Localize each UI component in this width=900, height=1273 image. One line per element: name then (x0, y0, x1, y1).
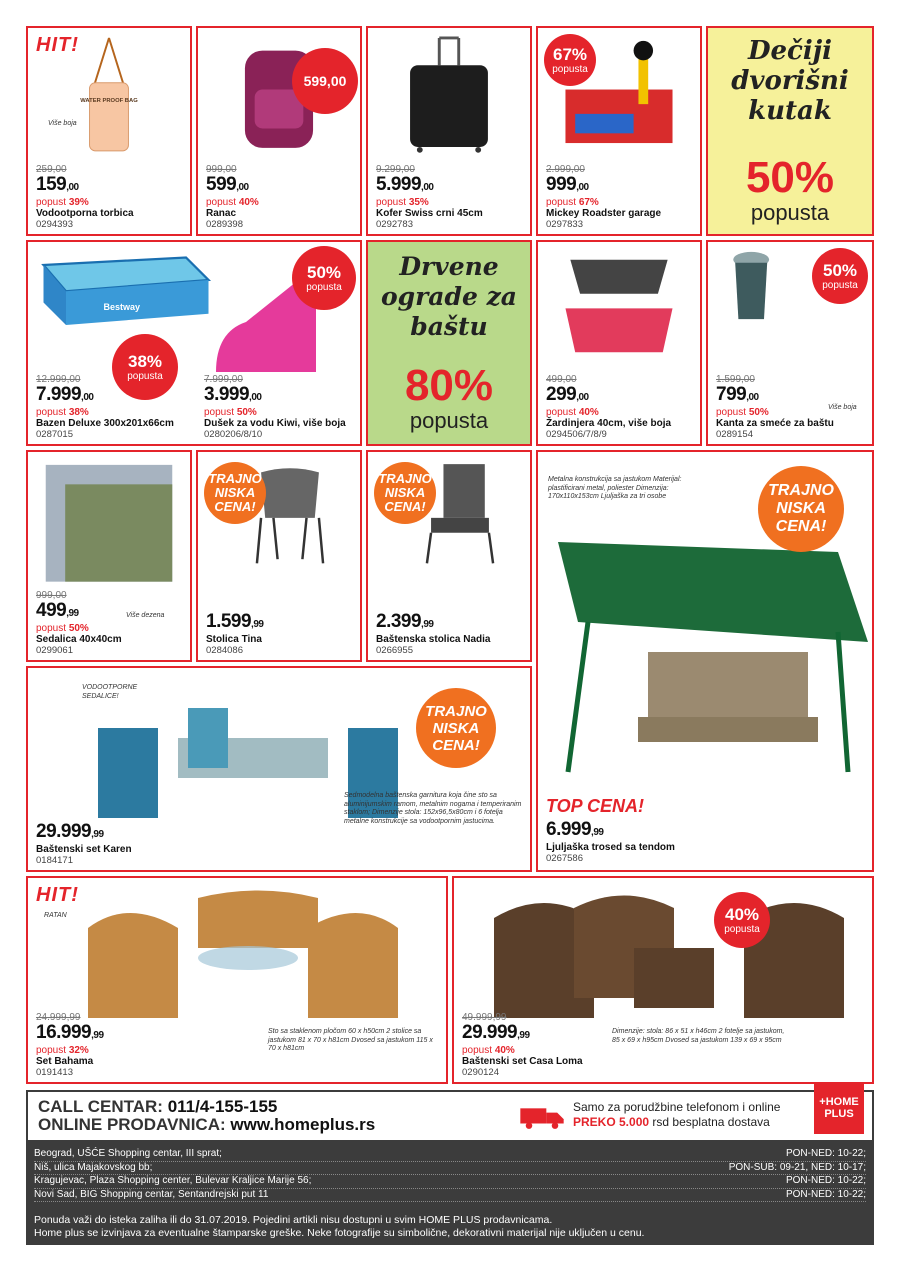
product-name: Bazen Deluxe 300x201x66cm (36, 418, 174, 429)
old-price: 999,00 (36, 590, 67, 601)
promo-label: popusta (409, 408, 489, 433)
product-card-set-bahama[interactable] (26, 876, 448, 1084)
discount-badge: 50% popusta (292, 246, 356, 310)
discount: popust 35% (376, 197, 429, 208)
price: 159,00 (36, 174, 79, 195)
product-card-ranac[interactable] (196, 26, 362, 236)
price-block (462, 1012, 622, 1078)
product-image-swing (548, 522, 868, 782)
old-price: 9.299,00 (376, 164, 415, 175)
low-price-badge: TRAJNO NISKA CENA! (416, 688, 496, 768)
store-row: Beograd, UŠĆE Shopping centar, III sprat; PON-NED: 10-22; (34, 1148, 866, 1162)
product-name: Set Bahama (36, 1056, 94, 1067)
price: 2.399,99 (376, 611, 434, 632)
product-card-set-karen[interactable] (26, 666, 532, 872)
product-image-bin (716, 250, 812, 320)
product-code: 0289154 (716, 429, 753, 440)
product-code: 0292783 (376, 219, 413, 230)
disclaimer: Ponuda važi do isteka zaliha ili do 31.07.2019. Pojedini artikli nisu dostupni u svim HOME PLUS prodavnicama. Home plus se izvinjava za eventualne štamparske greške. Neke fotografije su simbolične, dekorativni materijal nije uključen u cenu. (34, 1214, 645, 1239)
product-image-wicker-set (474, 888, 854, 1028)
old-price: 1.599,00 (716, 374, 755, 385)
product-card-vodootporna-torbica[interactable] (26, 26, 192, 236)
discount: popust 39% (36, 197, 89, 208)
product-description: Dimenzije: stola: 86 x 51 x h46cm 2 fotelje sa jastukom, 85 x 69 x h95cm Dvosed sa jastukom 139 x 69 x 95cm (612, 1028, 785, 1044)
price-block (716, 374, 864, 440)
old-price: 499,00 (546, 374, 577, 385)
product-code: 0266955 (376, 645, 413, 656)
product-card-zardinjera[interactable] (536, 240, 702, 446)
old-price: 49.999,99 (462, 1012, 507, 1023)
price: 29.999,99 (462, 1022, 530, 1043)
product-code: 0294506/7/8/9 (546, 429, 607, 440)
note-vise-boja: Više boja (48, 120, 77, 127)
home-plus-logo: +HOME PLUS (814, 1082, 864, 1134)
product-name: Baštenski set Karen (36, 844, 132, 855)
product-code: 0191413 (36, 1067, 73, 1078)
promo-title: Drvene ograde za baštu (380, 252, 517, 341)
online-shop-link[interactable]: www.homeplus.rs (230, 1115, 376, 1134)
price: 999,00 (546, 174, 589, 195)
promo-drvene-ograde[interactable] (366, 240, 532, 446)
product-description: Sedmodelna baštenska garnitura koja čine sto sa aluminijumskim ramom, metalnim nogama i temperiranim staklom; Dimenzije stola: 152x96,5x80cm i 6 fotelja metalne konstrukcije sa vodootpornim jastucima. (344, 792, 522, 825)
product-code: 0267586 (546, 853, 583, 864)
price-block (36, 374, 196, 440)
price: 799,00 (716, 384, 759, 405)
product-name: Baštenska stolica Nadia (376, 634, 491, 645)
product-code: 0294393 (36, 219, 73, 230)
product-card-bazen[interactable] (26, 240, 362, 446)
pool-brand: Bestway (103, 302, 141, 312)
product-name: Sedalica 40x40cm (36, 634, 122, 645)
bag-print: WATER PROOF BAG (80, 98, 138, 105)
product-name: Kofer Swiss crni 45cm (376, 208, 483, 219)
price-block (36, 164, 182, 230)
product-code: 0287015 (36, 429, 73, 440)
promo-label: popusta (750, 200, 830, 225)
old-price: 24.999,99 (36, 1012, 81, 1023)
price-block (36, 822, 236, 866)
product-image-suitcase (376, 36, 522, 153)
discount: popust 50% (36, 623, 89, 634)
product-card-casa-loma[interactable] (452, 876, 874, 1084)
low-price-badge: TRAJNO NISKA CENA! (374, 462, 436, 524)
discount-badge: 67% popusta (544, 34, 596, 86)
delivery-truck-icon (520, 1104, 564, 1130)
discount: popust 38% (36, 407, 89, 418)
discount: popust 67% (546, 197, 599, 208)
discount: popust 40% (206, 197, 259, 208)
discount: popust 32% (36, 1045, 89, 1056)
old-price: 999,00 (206, 164, 237, 175)
hit-label: HIT! (36, 884, 79, 906)
product-code: 0289398 (206, 219, 243, 230)
note-vise-boja: Više boja (828, 404, 857, 411)
store-row: Novi Sad, BIG Shopping centar, Sentandrejski put 11 PON-NED: 10-22; (34, 1189, 866, 1203)
promo-title: Dečiji dvorišni kutak (731, 36, 849, 126)
price: 7.999,00 (36, 384, 94, 405)
price: 6.999,99 (546, 819, 604, 840)
product-code: 0184171 (36, 855, 73, 866)
price-block (36, 1012, 216, 1078)
price-block (546, 374, 692, 440)
store-row: Niš, ulica Majakovskog bb; PON-SUB: 09-21, NED: 10-17; (34, 1162, 866, 1176)
call-center: CALL CENTAR: 011/4-155-155 ONLINE PRODAVNICA: www.homeplus.rs (38, 1097, 376, 1134)
price: 29.999,99 (36, 821, 104, 842)
price-block (376, 612, 522, 656)
old-price: 12.999,00 (36, 374, 81, 385)
price: 3.999,00 (204, 384, 262, 405)
discount: popust 40% (546, 407, 599, 418)
discount-badge: 50% popusta (812, 248, 868, 304)
product-image-planter (546, 250, 692, 357)
product-image-seat-cushion (36, 460, 182, 587)
old-price: 259,00 (36, 164, 67, 175)
discount: popust 40% (462, 1045, 515, 1056)
low-price-badge: TRAJNO NISKA CENA! (758, 466, 844, 552)
product-description: Sto sa staklenom pločom 60 x h50cm 2 stolice sa jastukom 81 x 70 x h81cm Dvosed sa jastukom 115 x 70 x h81cm (268, 1028, 433, 1052)
price-block (204, 374, 356, 440)
promo-decji-kutak[interactable] (706, 26, 874, 236)
product-name: Vodootporna torbica (36, 208, 134, 219)
product-card-kofer[interactable] (366, 26, 532, 236)
product-code: 0290124 (462, 1067, 499, 1078)
discount: popust 50% (204, 407, 257, 418)
call-number[interactable]: 011/4-155-155 (167, 1097, 278, 1116)
price-block (206, 164, 352, 230)
product-card-ljuljaska[interactable] (536, 450, 874, 872)
old-price: 2.999,00 (546, 164, 585, 175)
product-description: Metalna konstrukcija sa jastukom Materijal: plastificirani metal, poliester Dimenzija: 170x110x153cm Ljuljaška za tri osobe (548, 476, 682, 500)
price-block (546, 164, 692, 230)
shipping-info: Samo za porudžbine telefonom i online PREKO 5.000 rsd besplatna dostava (573, 1100, 781, 1129)
price-badge: 599,00 (292, 48, 358, 114)
price-block (36, 590, 182, 656)
product-name: Stolica Tina (206, 634, 262, 645)
low-price-badge: TRAJNO NISKA CENA! (204, 462, 266, 524)
footer (26, 1090, 874, 1245)
hit-label: HIT! (36, 34, 79, 56)
discount-badge: 40% popusta (714, 892, 770, 948)
product-code: 0280206/8/10 (204, 429, 263, 440)
price-block (376, 164, 522, 230)
price: 16.999,99 (36, 1022, 104, 1043)
product-name: Žardinjera 40cm, više boja (546, 418, 672, 429)
product-image-waterproof-bag (36, 36, 182, 153)
product-image-rattan-set (68, 888, 408, 1028)
old-price: 7.999,00 (204, 374, 243, 385)
product-card-sedalica[interactable] (26, 450, 192, 662)
product-name: Ljuljaška trosed sa tendom (546, 842, 675, 853)
product-name: Kanta za smeće za baštu (716, 418, 834, 429)
discount: popust 50% (716, 407, 769, 418)
note-vise-dezena: Više dezena (126, 612, 165, 619)
product-card-stolica-nadia[interactable] (366, 450, 532, 662)
note-ratan: RATAN (44, 912, 67, 919)
product-card-mickey-garage[interactable] (536, 26, 702, 236)
price: 299,00 (546, 384, 589, 405)
store-list (34, 1148, 866, 1202)
price-block (546, 820, 864, 864)
promo-percent: 50% (745, 153, 835, 202)
product-name: Mickey Roadster garage (546, 208, 662, 219)
price: 5.999,00 (376, 174, 434, 195)
product-code: 0299061 (36, 645, 73, 656)
product-code: 0284086 (206, 645, 243, 656)
product-name: Baštenski set Casa Loma (462, 1056, 583, 1067)
product-name: Ranac (206, 208, 237, 219)
store-row: Kragujevac, Plaza Shopping center, Bulevar Kraljice Marije 56; PON-NED: 10-22; (34, 1175, 866, 1189)
promo-percent: 80% (404, 361, 494, 410)
call-center-box (26, 1090, 874, 1142)
product-card-kanta[interactable] (706, 240, 874, 446)
product-code: 0297833 (546, 219, 583, 230)
product-card-stolica-tina[interactable] (196, 450, 362, 662)
top-cena-label: TOP CENA! (546, 796, 645, 816)
discount-badge: 38% popusta (112, 334, 178, 400)
price-block (206, 612, 352, 656)
note-waterproof: VODOOTPORNE SEDALICE! (82, 684, 138, 700)
price: 1.599,99 (206, 611, 264, 632)
price: 499,99 (36, 600, 79, 621)
product-name: Dušek za vodu Kiwi, više boja (204, 418, 346, 429)
price: 599,00 (206, 174, 249, 195)
